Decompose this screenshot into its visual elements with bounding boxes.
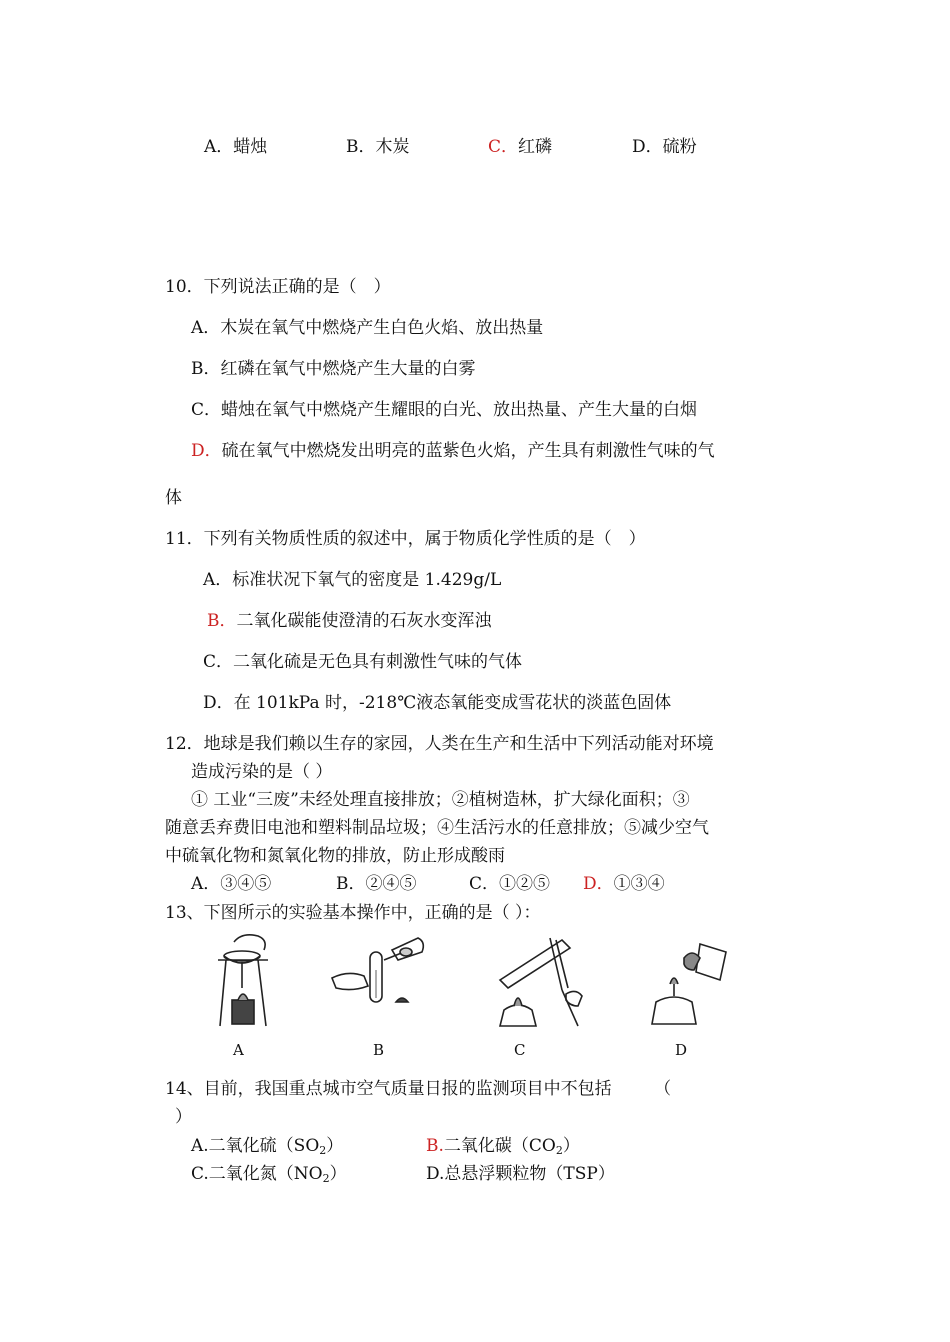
q11-option-b: B．二氧化碳能使澄清的石灰水变浑浊 xyxy=(207,611,492,631)
figure-d-label: D xyxy=(675,1041,688,1059)
q12-body-line1: ① 工业“三废”未经处理直接排放；②植树造林，扩大绿化面积；③ xyxy=(191,790,690,810)
q11-option-c: C．二氧化硫是无色具有刺激性气味的气体 xyxy=(203,652,523,672)
q11-stem: 11．下列有关物质性质的叙述中，属于物质化学性质的是（ ） xyxy=(165,529,646,549)
figure-b-label: B xyxy=(373,1041,385,1059)
q10-stem: 10．下列说法正确的是（ ） xyxy=(165,277,391,297)
q12-option-b: B．②④⑤ xyxy=(336,874,417,894)
q14-option-b: B.二氧化碳$(CO_2)$ xyxy=(426,1136,580,1157)
q10-option-a: A．木炭在氧气中燃烧产生白色火焰、放出热量 xyxy=(191,318,544,338)
figure-a-heating-on-tripod xyxy=(212,928,282,1028)
q12-option-d: D．①③④ xyxy=(583,874,665,894)
q10-option-c: C．蜡烛在氧气中燃烧产生耀眼的白光、放出热量、产生大量的白烟 xyxy=(191,400,698,420)
q10-option-d-continued: 体 xyxy=(165,488,182,508)
q9-option-d: D．硫粉 xyxy=(632,137,697,157)
q12-stem-line2: 造成污染的是（ ） xyxy=(191,762,333,782)
q13-stem: 13、下图所示的实验基本操作中，正确的是（ ）： xyxy=(165,903,541,923)
figure-a-label: A xyxy=(233,1041,244,1059)
q10-option-d: D．硫在氧气中燃烧发出明亮的蓝紫色火焰，产生具有刺激性气味的气 xyxy=(191,441,715,461)
q12-option-c: C．①②⑤ xyxy=(469,874,551,894)
q14-option-c: C.二氧化氮$(NO_2)$ xyxy=(191,1164,347,1185)
figure-b-dropper-into-test-tube xyxy=(322,930,430,1010)
q12-stem-line1: 12．地球是我们赖以生存的家园，人类在生产和生活中下列活动能对环境 xyxy=(165,734,714,754)
q14-stem-continued: ） xyxy=(175,1107,192,1127)
figure-c-heating-test-tube xyxy=(492,930,602,1030)
q14-stem: 14、目前，我国重点城市空气质量日报的监测项目中不包括 （ xyxy=(165,1079,672,1099)
q9-option-b: B．木炭 xyxy=(346,137,410,157)
q12-body-line2: 随意丢弃费旧电池和塑料制品垃圾；④生活污水的任意排放；⑤减少空气 xyxy=(165,818,709,838)
q11-option-a: A．标准状况下氧气的密度是 1.429g/L xyxy=(203,570,502,590)
q9-option-a: A．蜡烛 xyxy=(204,137,268,157)
q12-option-a: A．③④⑤ xyxy=(191,874,272,894)
q10-option-b: B．红磷在氧气中燃烧产生大量的白雾 xyxy=(191,359,476,379)
q14-option-d: D.总悬浮颗粒物（TSP） xyxy=(426,1164,615,1184)
q11-option-d: D．在 101kPa 时，-218℃液态氧能变成雪花状的淡蓝色固体 xyxy=(203,693,672,713)
q14-option-a: A.二氧化硫$(SO_2)$ xyxy=(191,1136,344,1157)
q12-body-line3: 中硫氧化物和氮氧化物的排放，防止形成酸雨 xyxy=(165,846,505,866)
q9-option-c: C．红磷 xyxy=(488,137,553,157)
figure-d-lighting-alcohol-lamp xyxy=(648,940,732,1030)
figure-c-label: C xyxy=(514,1041,526,1059)
